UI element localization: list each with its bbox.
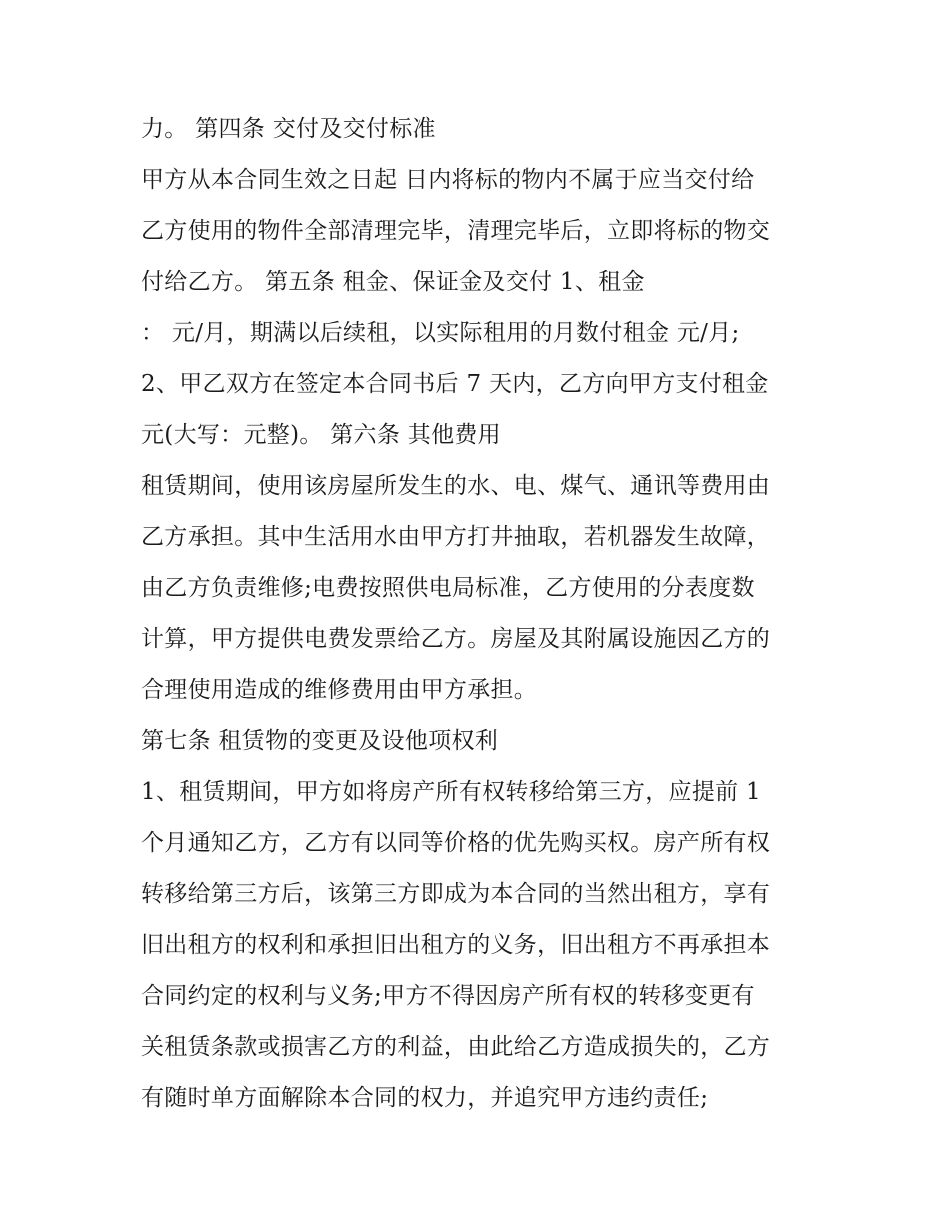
text-line: 付给乙方。 第五条 租金、保证金及交付 1、租金	[141, 269, 645, 295]
text-line: 乙方承担。其中生活用水由甲方打井抽取，若机器发生故障，	[141, 524, 771, 550]
text-line: 转移给第三方后，该第三方即成为本合同的当然出租方，享有	[141, 881, 771, 907]
text-line: 有随时单方面解除本合同的权力，并追究甲方违约责任;	[141, 1085, 709, 1111]
text-line: 甲方从本合同生效之日起 日内将标的物内不属于应当交付给	[141, 167, 755, 193]
section-heading: 第七条 租赁物的变更及设他项权利	[141, 728, 499, 754]
text-line: 合同约定的权利与义务;甲方不得因房产所有权的转移变更有	[141, 983, 755, 1009]
text-line: 乙方使用的物件全部清理完毕，清理完毕后，立即将标的物交	[141, 218, 771, 244]
text-line: ： 元/月，期满以后续租，以实际租用的月数付租金 元/月;	[141, 320, 740, 346]
text-line: 计算，甲方提供电费发票给乙方。房屋及其附属设施因乙方的	[141, 626, 771, 652]
text-line: 元(大写：元整)。 第六条 其他费用	[141, 422, 501, 448]
text-line: 关租赁条款或损害乙方的利益，由此给乙方造成损失的，乙方	[141, 1034, 771, 1060]
text-line: 1、租赁期间，甲方如将房产所有权转移给第三方，应提前 1	[141, 779, 761, 805]
text-line: 合理使用造成的维修费用由甲方承担。	[141, 677, 538, 703]
text-line: 租赁期间，使用该房屋所发生的水、电、煤气、通讯等费用由	[141, 473, 771, 499]
text-line: 2、甲乙双方在签定本合同书后 7 天内，乙方向甲方支付租金	[141, 371, 769, 397]
text-line: 旧出租方的权利和承担旧出租方的义务，旧出租方不再承担本	[141, 932, 771, 958]
text-line: 个月通知乙方，乙方有以同等价格的优先购买权。房产所有权	[141, 830, 771, 856]
document-body	[141, 104, 841, 1124]
text-line: 力。 第四条 交付及交付标准	[141, 116, 436, 142]
text-line: 由乙方负责维修;电费按照供电局标准，乙方使用的分表度数	[141, 575, 755, 601]
